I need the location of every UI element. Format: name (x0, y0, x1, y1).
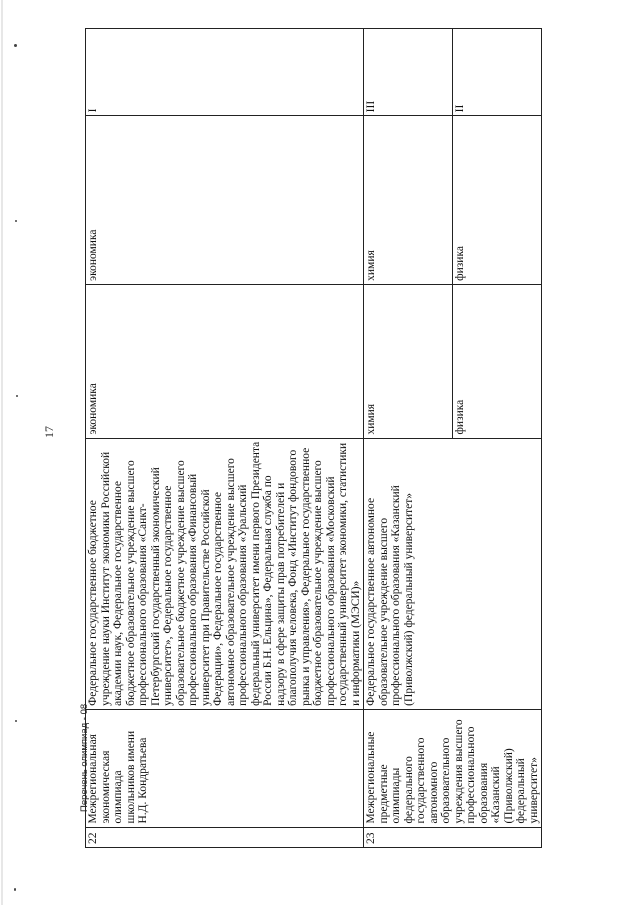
olympiad-table-rotated (85, 28, 540, 848)
olympiad-table (85, 28, 542, 848)
profile-cell: экономика (87, 383, 99, 435)
scan-speck (15, 220, 17, 222)
table-row (364, 29, 542, 848)
scan-speck (16, 395, 18, 397)
scan-speck (14, 44, 17, 47)
page-number: 17 (42, 426, 56, 438)
scan-speck (15, 720, 17, 722)
table-row (86, 29, 364, 848)
profile-cell: химия (365, 403, 377, 435)
scan-speck (14, 888, 16, 891)
organizers-cell: Федеральное государственное автономное образовательное учреждение высшего профессионального образования «Казанский (Приволжский) федеральный университет» (364, 438, 542, 709)
subtable-row (364, 29, 453, 438)
profile-cell: физика (453, 284, 542, 437)
subtable-row (86, 29, 363, 438)
row-number: 23 (364, 827, 542, 847)
olympiad-name: Межрегиональные предметные олимпиады федерального государственного автономного образовательного учреждения высшего профессионального образования «Казанский (Приволжский) федеральный университет» (364, 709, 542, 827)
row-number: 22 (86, 827, 364, 847)
olympiad-name: Межрегиональная экономическая олимпиада школьников имени Н.Д. Кондратьева (86, 709, 364, 827)
subject-cell: химия (364, 116, 453, 285)
level-cell: I (86, 29, 363, 116)
level-cell: II (453, 29, 542, 116)
page-footer: Перечень олимпиад - 08 (79, 703, 90, 812)
level-cell: III (364, 29, 453, 116)
organizers-cell: Федеральное государственное бюджетное учреждение науки Институт экономики Российской академии наук, Федеральное государственное бюджетное образовательное учреждение высшего профессионального образования «Санкт-Петербургский государственный экономический университет», Федеральное государственное образовательное бюджетное учреждение высшего профессионального образования «Финансовый университет при Правительстве Российской Федерации», Федеральное государственное автономное образовательное учреждение высшего профессионального образования «Уральский федеральный университет имени первого Президента России Б.Н. Ельцина», Федеральная служба по надзору в сфере защиты прав потребителей и благополучия человека, Фонд «Институт фондового рынка и управления», Федеральное государственное бюджетное образовательное учреждение высшего профессионального образования «Московский государственный университет экономики, статистики и информатики (МЭСИ)» (86, 438, 364, 709)
subject-cell: экономика (86, 116, 363, 285)
profile-subtable (86, 29, 363, 438)
subject-cell: физика (453, 116, 542, 285)
profile-subtable (364, 29, 541, 438)
subtable-row (453, 29, 542, 438)
